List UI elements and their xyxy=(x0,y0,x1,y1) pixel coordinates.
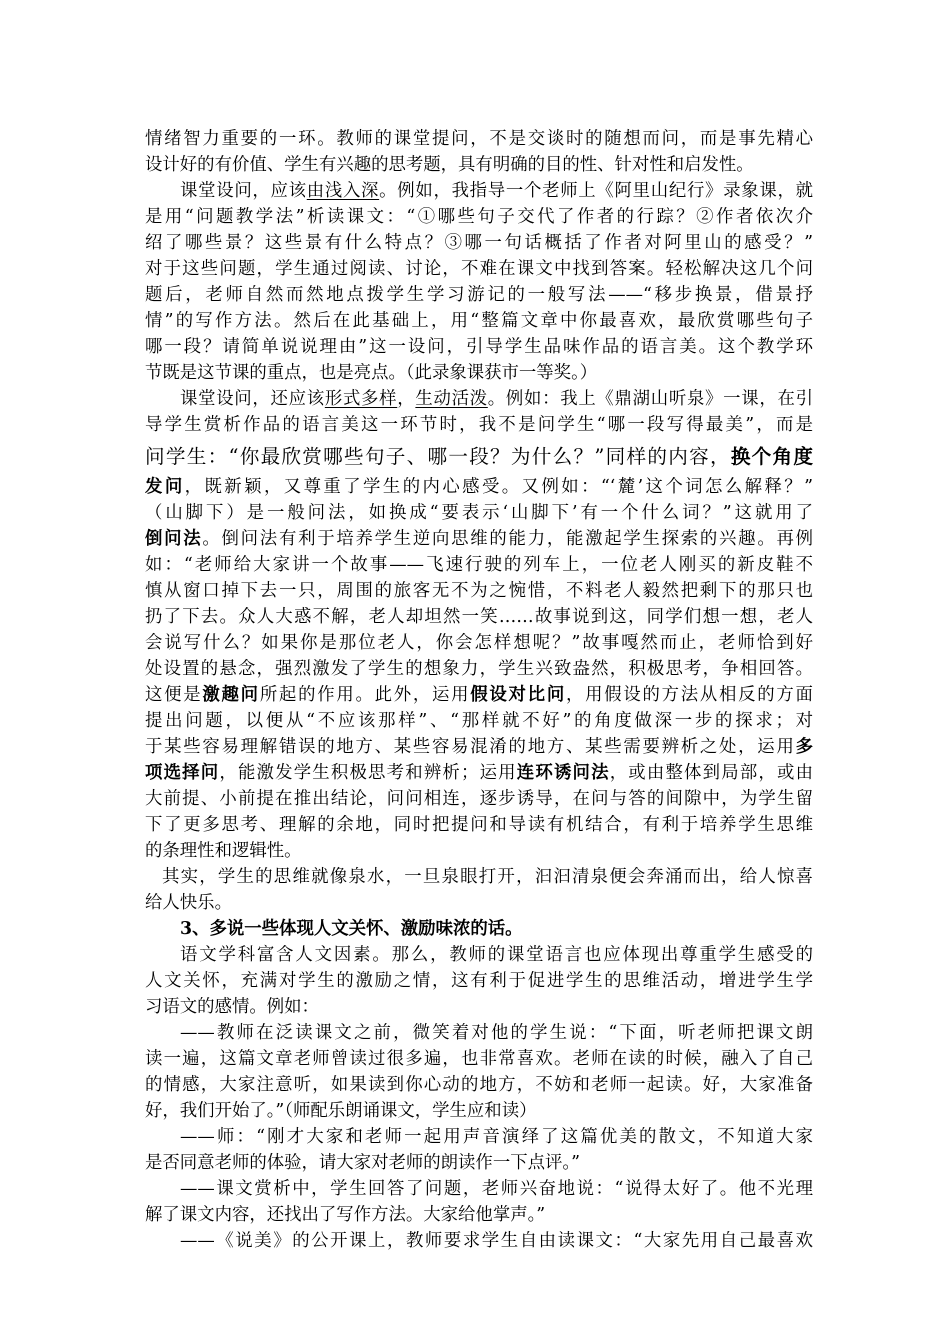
text-line: 扔了下去。众人大惑不解，老人却坦然一笑……故事说到这，同学们想一想，老人 xyxy=(145,607,813,627)
text-line: 的条理性和逻辑性。 xyxy=(145,841,302,861)
text-line: 课堂设问，应该由浅入深。例如，我指导一个老师上《阿里山纪行》录象课，就 xyxy=(180,181,813,201)
text-line: 慎从窗口掉下去一只，周围的旅客无不为之惋惜，不料老人毅然把剩下的那只也 xyxy=(145,581,813,601)
emphasis-term: 换个角度 xyxy=(730,445,813,468)
text-line: 题后，老师自然而然地点拨学生学习游记的一般写法——“移步换景，借景抒 xyxy=(145,285,813,305)
text-line: 节既是这节课的重点，也是亮点。（此录象课获市一等奖。） xyxy=(145,363,598,383)
text-line: 的情感，大家注意听，如果读到你心动的地方，不妨和老师一起读。好，大家准备 xyxy=(145,1075,813,1095)
text-line: 导学生赏析作品的语言美这一环节时，我不是问学生“哪一段写得最美”，而是 xyxy=(145,415,813,435)
text-line: 给人快乐。 xyxy=(145,893,232,913)
text-line: 是用“问题教学法”析读课文：“①哪些句子交代了作者的行踪？②作者依次介 xyxy=(145,207,813,227)
text-line: 于某些容易理解错误的地方、某些容易混淆的地方、某些需要辨析之处，运用多 xyxy=(145,737,813,757)
text-line: 人文关怀，充满对学生的激励之情，这有利于促进学生的思维活动，增进学生学 xyxy=(145,971,813,991)
emphasis-term: 多 xyxy=(795,737,813,757)
emphasis-term: 连环诱问法 xyxy=(516,763,610,783)
text-line: 这便是激趣问所起的作用。此外，运用假设对比问，用假设的方法从相反的方面 xyxy=(145,685,813,705)
text-line: ——教师在泛读课文之前，微笑着对他的学生说：“下面，听老师把课文朗 xyxy=(180,1023,813,1043)
text-line: （山脚下）是一般问法，如换成“要表示‘山脚下’有一个什么词？”这就用了 xyxy=(145,503,813,523)
emphasis-term: 假设对比问 xyxy=(470,685,566,705)
text-line: 下了更多思考、理解的余地，同时把提问和导读有机结合，有利于培养学生思维 xyxy=(145,815,813,835)
text-line: 情”的写作方法。然后在此基础上，用“整篇文章中你最喜欢，最欣赏哪些句子 xyxy=(145,311,813,331)
text-line: 项选择问，能激发学生积极思考和辨析；运用连环诱问法，或由整体到局部，或由 xyxy=(145,763,813,783)
text-line: 发问，既新颖，又尊重了学生的内心感受。又例如：“‘麓’这个词怎么解释？” xyxy=(145,477,813,497)
emphasis-term: 项选择问 xyxy=(145,763,220,783)
text-line: 设计好的有价值、学生有兴趣的思考题，具有明确的目的性、针对性和启发性。 xyxy=(145,155,754,175)
text-line: 哪一段？请简单说说理由”这一设问，引导学生品味作品的语言美。这个教学环 xyxy=(145,337,813,357)
text-line: 处设置的悬念，强烈激发了学生的想象力，学生兴致盎然，积极思考，争相回答。 xyxy=(145,659,813,679)
text-line: 对于这些问题，学生通过阅读、讨论，不难在课文中找到答案。轻松解决这几个问 xyxy=(145,259,813,279)
text-line: 课堂设问，还应该形式多样，生动活泼。例如：我上《鼎湖山听泉》一课，在引 xyxy=(180,389,813,409)
text-line: 提出问题，以便从“不应该那样”、“那样就不好”的角度做深一步的探求；对 xyxy=(145,711,813,731)
text-line: ——《说美》的公开课上，教师要求学生自由读课文：“大家先用自己最喜欢 xyxy=(180,1231,813,1251)
text-line: ——课文赏析中，学生回答了问题，老师兴奋地说：“说得太好了。他不光理 xyxy=(180,1179,813,1199)
text-line: 好，我们开始了。”（师配乐朗诵课文，学生应和读） xyxy=(145,1101,537,1121)
emphasis-term: 倒问法 xyxy=(145,529,203,549)
text-line: 问学生：“你最欣赏哪些句子、哪一段？为什么？”同样的内容，换个角度 xyxy=(145,445,813,468)
text-line: 是否同意老师的体验，请大家对老师的朗读作一下点评。” xyxy=(145,1153,580,1173)
text-line: 解了课文内容，还找出了写作方法。大家给他掌声。” xyxy=(145,1205,546,1225)
text-line: 倒问法。倒问法有利于培养学生逆向思维的能力，能激起学生探索的兴趣。再例 xyxy=(145,529,813,549)
text-line: 读一遍，这篇文章老师曾读过很多遍，也非常喜欢。老师在读的时候，融入了自己 xyxy=(145,1049,813,1069)
text-line: 习语文的感情。例如： xyxy=(145,997,319,1017)
text-line: 如：“老师给大家讲一个故事——飞速行驶的列车上，一位老人刚买的新皮鞋不 xyxy=(145,555,813,575)
text-line: 大前提、小前提在推出结论，问问相连，逐步诱导，在问与答的间隙中，为学生留 xyxy=(145,789,813,809)
emphasis-term: 发问 xyxy=(145,477,185,497)
text-line: 语文学科富含人文因素。那么，教师的课堂语言也应体现出尊重学生感受的 xyxy=(180,945,813,965)
text-line: ——师：“刚才大家和老师一起用声音演绎了这篇优美的散文，不知道大家 xyxy=(180,1127,813,1147)
section-heading: 3、多说一些体现人文关怀、激励味浓的话。 xyxy=(180,919,523,939)
text-line: 情绪智力重要的一环。教师的课堂提问，不是交谈时的随想而问，而是事先精心 xyxy=(145,129,813,149)
text-line: 其实，学生的思维就像泉水，一旦泉眼打开，汩汩清泉便会奔涌而出，给人惊喜 xyxy=(162,867,813,887)
text-line: 绍了哪些景？这些景有什么特点？③哪一句话概括了作者对阿里山的感受？” xyxy=(145,233,813,253)
emphasis-term: 激趣问 xyxy=(202,685,260,705)
text-line: 会说写什么？如果你是那位老人，你会怎样想呢？”故事嘎然而止，老师恰到好 xyxy=(145,633,813,653)
